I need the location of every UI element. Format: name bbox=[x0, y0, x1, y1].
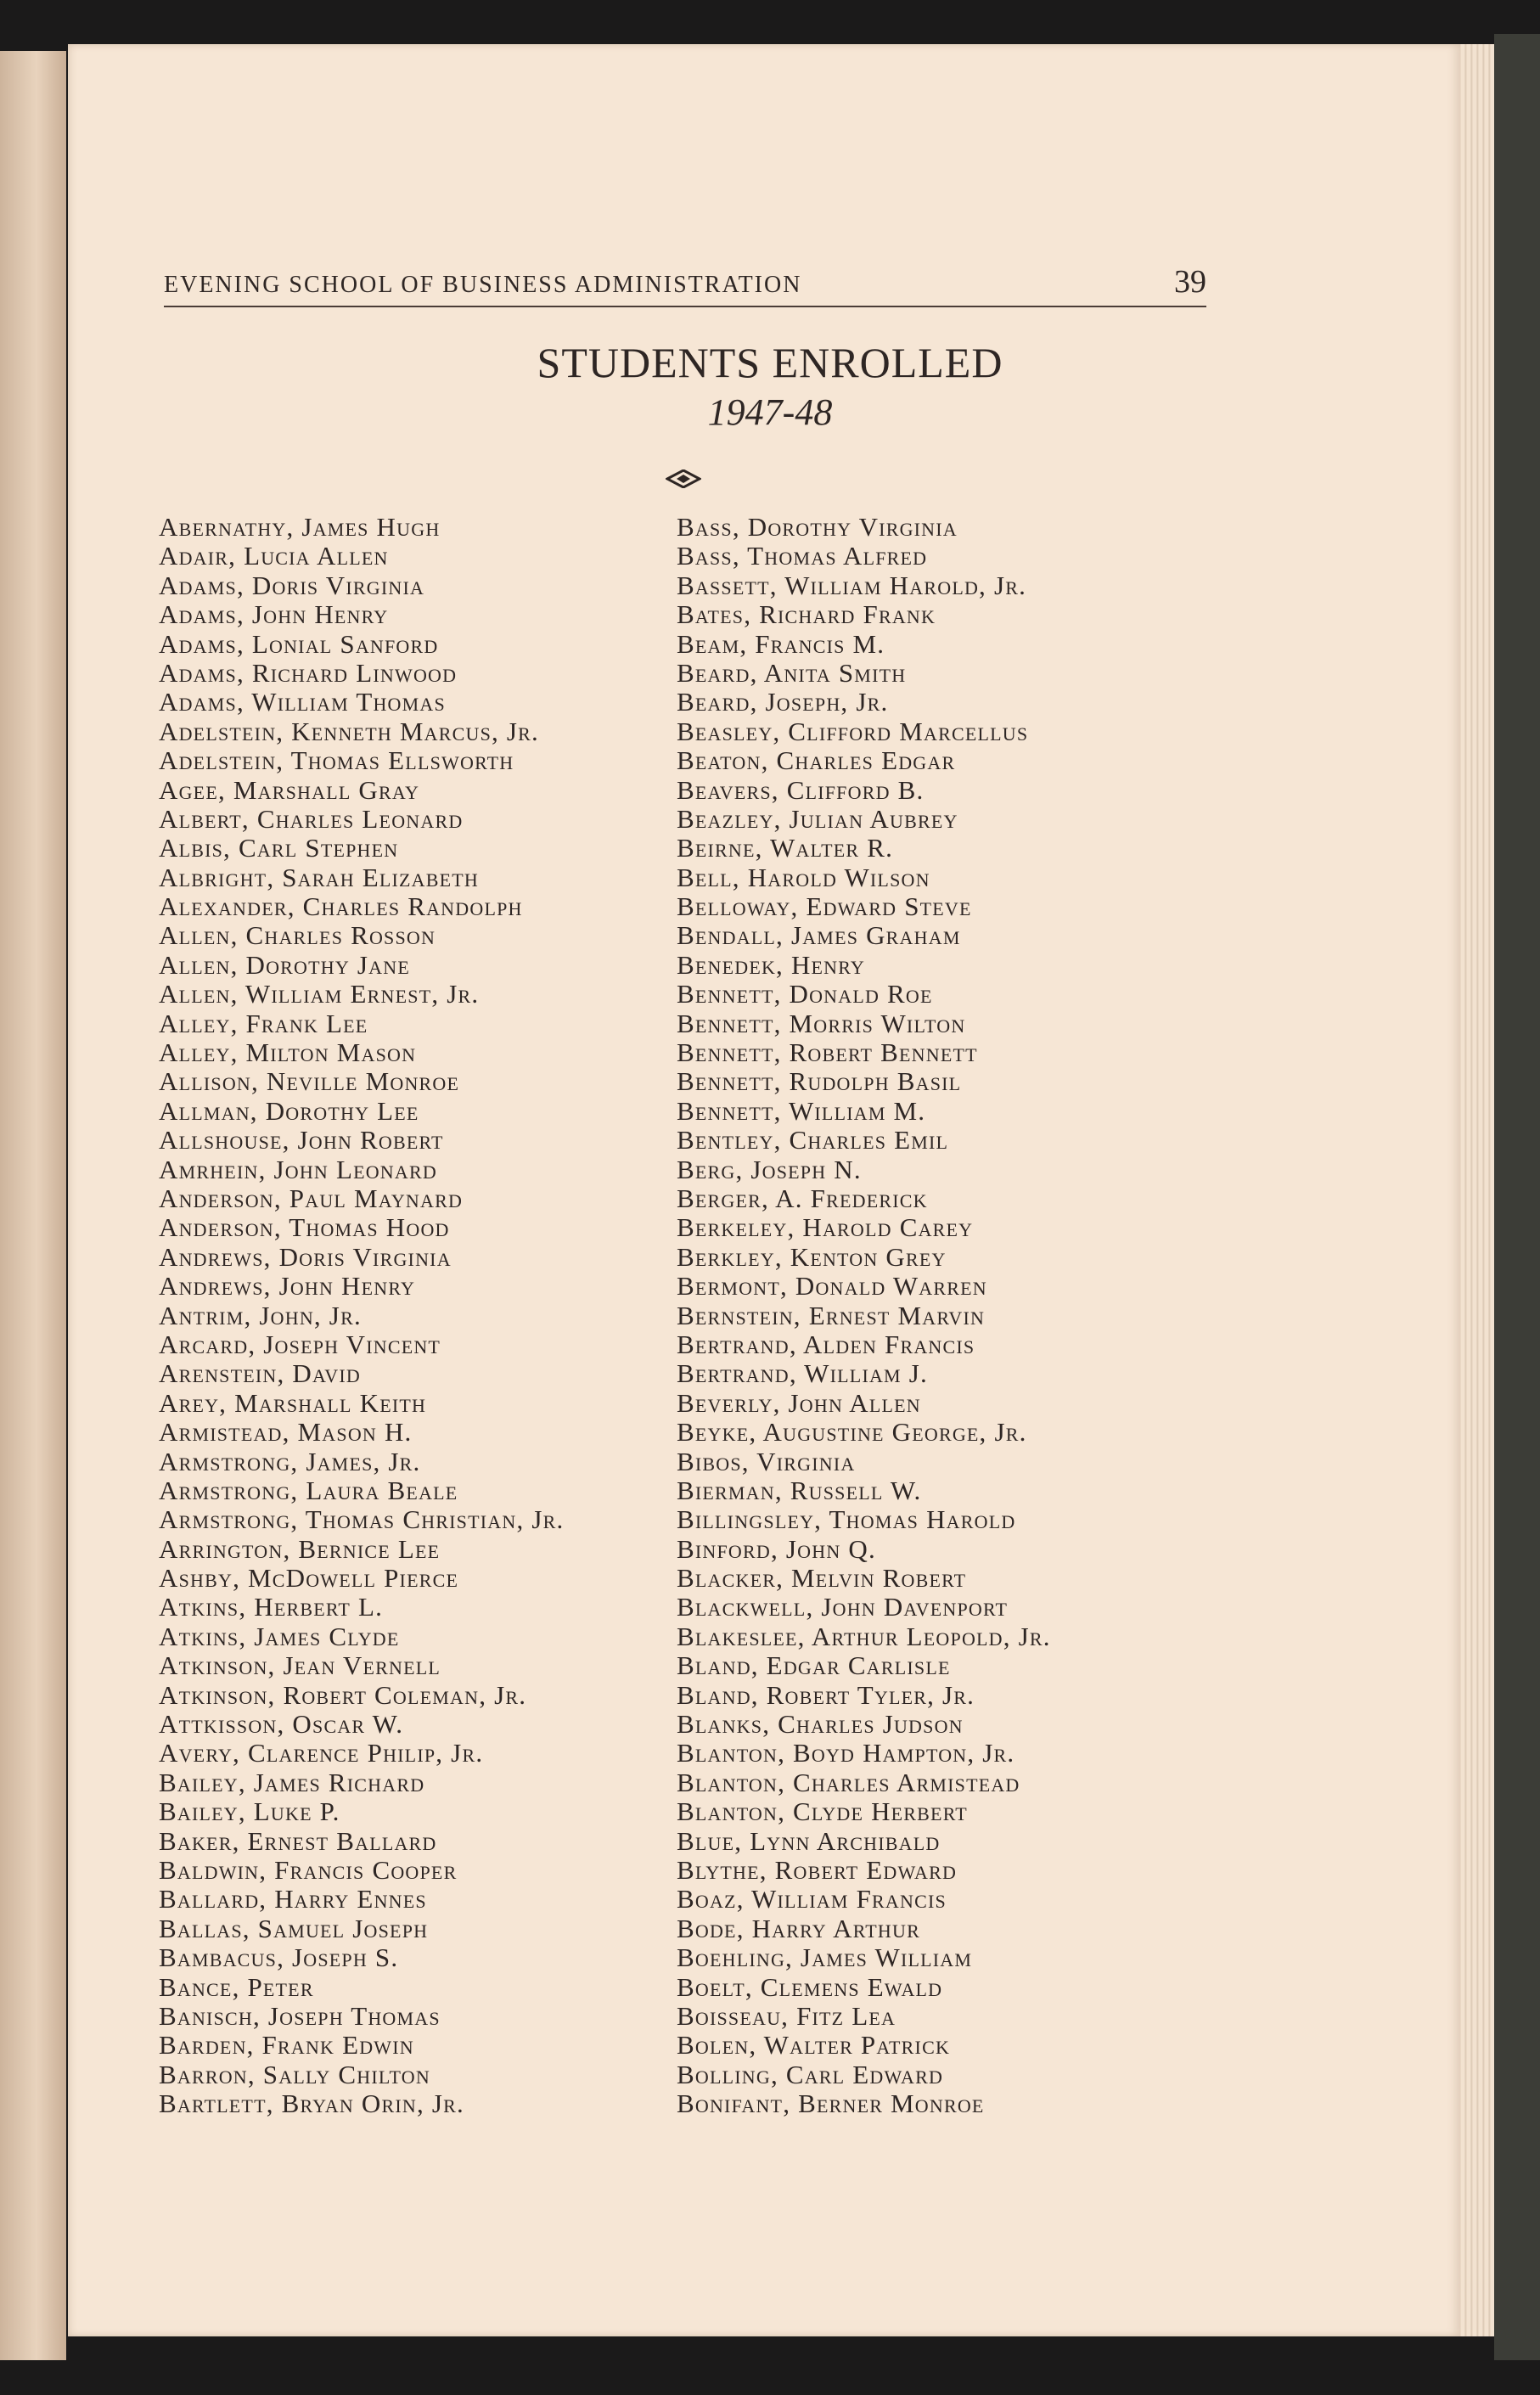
student-name: Allen, William Ernest, Jr. bbox=[159, 979, 480, 1009]
student-name: Adams, William Thomas bbox=[159, 687, 446, 717]
student-name: Bailey, James Richard bbox=[159, 1767, 425, 1797]
page-number: 39 bbox=[1174, 264, 1206, 300]
student-name: Beard, Joseph, Jr. bbox=[677, 687, 889, 717]
student-name: Atkinson, Jean Vernell bbox=[159, 1650, 441, 1681]
student-name: Blue, Lynn Archibald bbox=[677, 1825, 941, 1856]
student-name: Boaz, William Francis bbox=[677, 1884, 947, 1914]
student-name: Atkinson, Robert Coleman, Jr. bbox=[159, 1679, 527, 1710]
student-name: Bennett, Rudolph Basil bbox=[677, 1066, 962, 1097]
student-name: Blanton, Boyd Hampton, Jr. bbox=[677, 1738, 1015, 1768]
student-name: Arrington, Bernice Lee bbox=[159, 1533, 441, 1564]
student-name: Bennett, Robert Bennett bbox=[677, 1037, 978, 1068]
student-name: Bartlett, Bryan Orin, Jr. bbox=[159, 2089, 464, 2119]
student-name: Bernstein, Ernest Marvin bbox=[677, 1300, 986, 1330]
student-name: Beard, Anita Smith bbox=[677, 657, 907, 688]
student-name: Adelstein, Kenneth Marcus, Jr. bbox=[159, 716, 540, 746]
student-name: Beyke, Augustine George, Jr. bbox=[677, 1417, 1027, 1448]
student-name: Ballas, Samuel Joseph bbox=[159, 1913, 429, 1943]
student-name: Attkisson, Oscar W. bbox=[159, 1709, 404, 1740]
student-name: Bennett, Morris Wilton bbox=[677, 1008, 966, 1038]
student-name: Bentley, Charles Emil bbox=[677, 1125, 949, 1155]
student-name: Binford, John Q. bbox=[677, 1533, 876, 1564]
student-name: Atkins, James Clyde bbox=[159, 1621, 400, 1651]
student-name: Bode, Harry Arthur bbox=[677, 1913, 920, 1943]
student-name: Bass, Dorothy Virginia bbox=[677, 512, 958, 542]
student-name: Bendall, James Graham bbox=[677, 920, 961, 951]
diamond-ornament-icon bbox=[666, 469, 701, 488]
student-name: Beasley, Clifford Marcellus bbox=[677, 716, 1029, 746]
student-list-right bbox=[677, 513, 1051, 2118]
student-name: Bierman, Russell W. bbox=[677, 1475, 922, 1505]
student-name: Billingsley, Thomas Harold bbox=[677, 1504, 1016, 1535]
student-name: Ballard, Harry Ennes bbox=[159, 1884, 427, 1914]
student-name: Allison, Neville Monroe bbox=[159, 1066, 460, 1097]
student-name: Bolen, Walter Patrick bbox=[677, 2030, 951, 2060]
student-name: Bertrand, Alden Francis bbox=[677, 1329, 975, 1359]
student-name: Arenstein, David bbox=[159, 1358, 361, 1389]
student-name: Bennett, William M. bbox=[677, 1095, 926, 1126]
student-name: Bass, Thomas Alfred bbox=[677, 541, 928, 571]
student-name: Beirne, Walter R. bbox=[677, 833, 894, 863]
student-name: Bland, Robert Tyler, Jr. bbox=[677, 1679, 975, 1710]
student-name: Blacker, Melvin Robert bbox=[677, 1563, 967, 1594]
student-name: Albis, Carl Stephen bbox=[159, 833, 399, 863]
student-name: Blanks, Charles Judson bbox=[677, 1709, 964, 1740]
student-name: Adams, Richard Linwood bbox=[159, 657, 458, 688]
student-name: Anderson, Paul Maynard bbox=[159, 1183, 464, 1213]
student-name: Allen, Dorothy Jane bbox=[159, 949, 410, 980]
student-name: Berkley, Kenton Grey bbox=[677, 1241, 947, 1272]
student-name: Albert, Charles Leonard bbox=[159, 803, 464, 834]
student-name: Bance, Peter bbox=[159, 1971, 314, 2002]
student-name: Adams, John Henry bbox=[159, 599, 389, 630]
student-name: Albright, Sarah Elizabeth bbox=[159, 862, 480, 892]
student-name: Allen, Charles Rosson bbox=[159, 920, 436, 951]
section-title: STUDENTS ENROLLED bbox=[537, 339, 1003, 386]
student-name: Bambacus, Joseph S. bbox=[159, 1942, 399, 1973]
section-year: 1947-48 bbox=[707, 391, 833, 433]
student-name: Amrhein, John Leonard bbox=[159, 1154, 437, 1184]
student-name: Berger, A. Frederick bbox=[677, 1183, 928, 1213]
student-name: Armstrong, James, Jr. bbox=[159, 1446, 421, 1476]
student-name: Barron, Sally Chilton bbox=[159, 2059, 430, 2089]
student-name: Agee, Marshall Gray bbox=[159, 774, 420, 805]
student-name: Atkins, Herbert L. bbox=[159, 1592, 384, 1622]
student-name: Beazley, Julian Aubrey bbox=[677, 803, 958, 834]
student-name: Blanton, Charles Armistead bbox=[677, 1767, 1020, 1797]
student-name: Bennett, Donald Roe bbox=[677, 979, 933, 1009]
student-name: Baker, Ernest Ballard bbox=[159, 1825, 437, 1856]
student-name: Armistead, Mason H. bbox=[159, 1417, 413, 1448]
running-head bbox=[164, 261, 1206, 307]
student-name: Bell, Harold Wilson bbox=[677, 862, 930, 892]
student-name: Allshouse, John Robert bbox=[159, 1125, 444, 1155]
student-list-left bbox=[159, 513, 564, 2118]
student-name: Bonifant, Berner Monroe bbox=[677, 2089, 985, 2119]
student-name: Benedek, Henry bbox=[677, 949, 866, 980]
student-name: Armstrong, Thomas Christian, Jr. bbox=[159, 1504, 565, 1535]
student-name: Alexander, Charles Randolph bbox=[159, 891, 523, 922]
student-name: Beverly, John Allen bbox=[677, 1387, 921, 1418]
student-name: Berkeley, Harold Carey bbox=[677, 1212, 974, 1243]
student-name: Boisseau, Fitz Lea bbox=[677, 2000, 896, 2031]
student-name: Armstrong, Laura Beale bbox=[159, 1475, 458, 1505]
student-name: Baldwin, Francis Cooper bbox=[159, 1854, 458, 1885]
student-name: Ashby, McDowell Pierce bbox=[159, 1563, 459, 1594]
student-name: Arey, Marshall Keith bbox=[159, 1387, 427, 1418]
student-name: Andrews, Doris Virginia bbox=[159, 1241, 452, 1272]
student-name: Andrews, John Henry bbox=[159, 1271, 416, 1302]
student-name: Bland, Edgar Carlisle bbox=[677, 1650, 951, 1681]
student-name: Bassett, William Harold, Jr. bbox=[677, 570, 1027, 600]
student-name: Alley, Frank Lee bbox=[159, 1008, 368, 1038]
student-name: Allman, Dorothy Lee bbox=[159, 1095, 419, 1126]
student-name: Boelt, Clemens Ewald bbox=[677, 1971, 943, 2002]
student-name: Blackwell, John Davenport bbox=[677, 1592, 1009, 1622]
student-name: Arcard, Joseph Vincent bbox=[159, 1329, 441, 1359]
student-name: Antrim, John, Jr. bbox=[159, 1300, 362, 1330]
student-name: Barden, Frank Edwin bbox=[159, 2030, 414, 2060]
student-name: Blakeslee, Arthur Leopold, Jr. bbox=[677, 1621, 1051, 1651]
student-name: Alley, Milton Mason bbox=[159, 1037, 417, 1068]
student-name: Bolling, Carl Edward bbox=[677, 2059, 944, 2089]
student-name: Adams, Doris Virginia bbox=[159, 570, 425, 600]
student-name: Anderson, Thomas Hood bbox=[159, 1212, 450, 1243]
student-name: Avery, Clarence Philip, Jr. bbox=[159, 1738, 484, 1768]
student-name: Beam, Francis M. bbox=[677, 628, 885, 659]
student-name: Belloway, Edward Steve bbox=[677, 891, 972, 922]
student-name: Berg, Joseph N. bbox=[677, 1154, 862, 1184]
student-name: Blythe, Robert Edward bbox=[677, 1854, 958, 1885]
student-name: Bertrand, William J. bbox=[677, 1358, 928, 1389]
student-name: Adams, Lonial Sanford bbox=[159, 628, 439, 659]
student-name: Bibos, Virginia bbox=[677, 1446, 856, 1476]
student-name: Bailey, Luke P. bbox=[159, 1796, 340, 1827]
student-name: Bates, Richard Frank bbox=[677, 599, 936, 630]
student-name: Banisch, Joseph Thomas bbox=[159, 2000, 441, 2031]
student-name: Boehling, James William bbox=[677, 1942, 973, 1973]
student-name: Adelstein, Thomas Ellsworth bbox=[159, 745, 514, 776]
header-title: EVENING SCHOOL OF BUSINESS ADMINISTRATION bbox=[164, 272, 802, 298]
student-name: Blanton, Clyde Herbert bbox=[677, 1796, 968, 1827]
student-name: Abernathy, James Hugh bbox=[159, 512, 441, 542]
student-name: Bermont, Donald Warren bbox=[677, 1271, 987, 1302]
student-name: Adair, Lucia Allen bbox=[159, 541, 389, 571]
student-name: Beavers, Clifford B. bbox=[677, 774, 925, 805]
student-name: Beaton, Charles Edgar bbox=[677, 745, 956, 776]
